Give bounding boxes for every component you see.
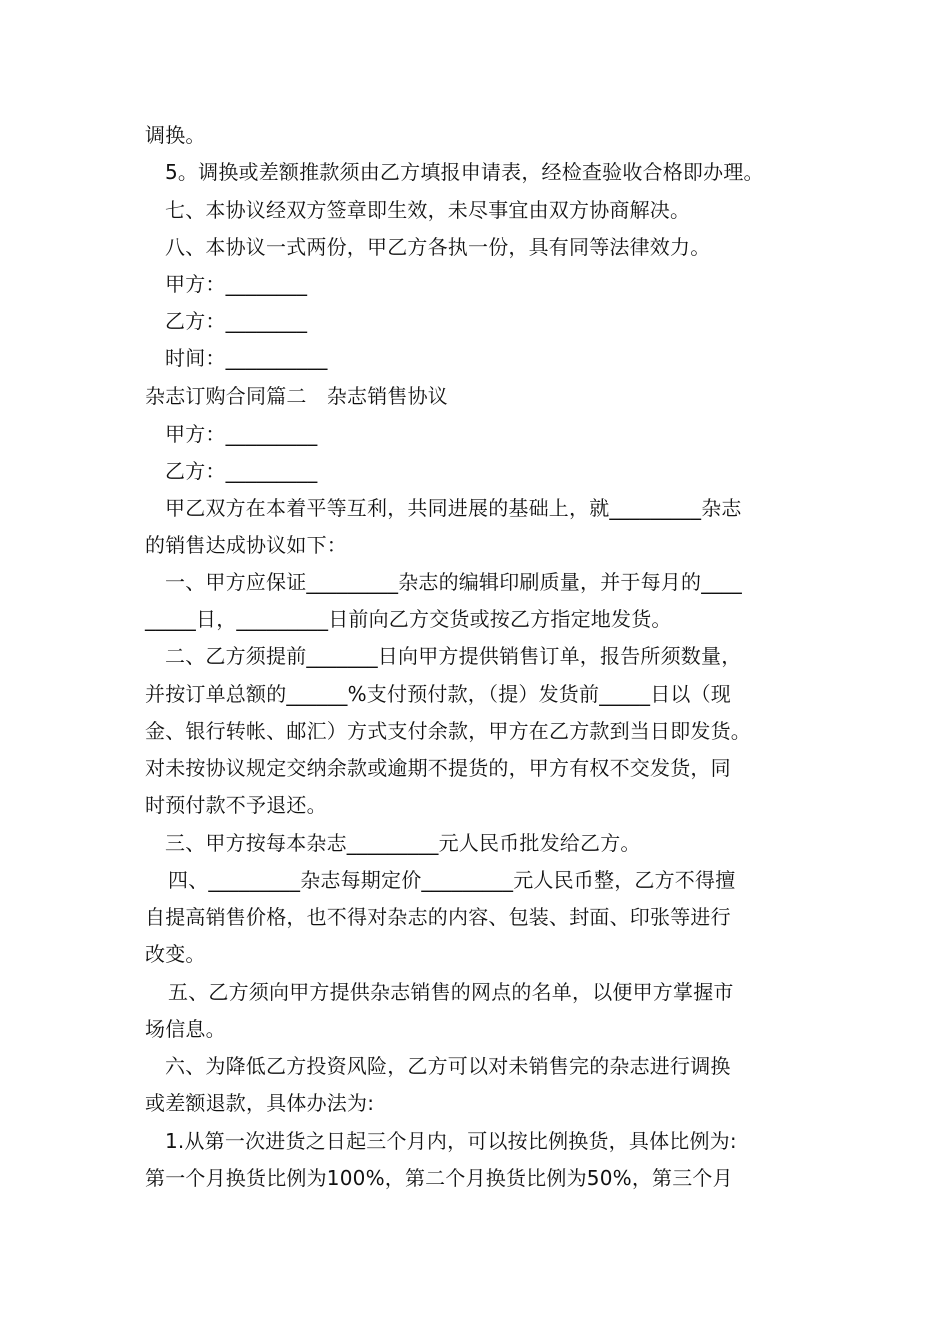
text-line: 二、乙方须提前_______日向甲方提供销售订单，报告所须数量， [165, 644, 742, 668]
signature-field-party-a: 甲方：________ [165, 272, 308, 296]
text-line: 或差额退款，具体办法为: [145, 1091, 375, 1115]
text-line: 场信息。 [145, 1017, 226, 1041]
text-line: 第一个月换货比例为100%，第二个月换货比例为50%，第三个月 [145, 1166, 733, 1190]
text-line: 四、_________杂志每期定价_________元人民币整，乙方不得擅 [168, 868, 736, 892]
text-line: _____日，_________日前向乙方交货或按乙方指定地发货。 [145, 607, 672, 631]
text-line: 六、为降低乙方投资风险，乙方可以对未销售完的杂志进行调换 [165, 1054, 731, 1078]
text-line: 并按订单总额的______%支付预付款，（提）发货前_____日以（现 [145, 682, 732, 706]
text-line: 调换。 [145, 123, 206, 147]
text-line: 一、甲方应保证_________杂志的编辑印刷质量，并于每月的____ [165, 570, 742, 594]
signature-field-party-b: 乙方：________ [165, 309, 308, 333]
text-line: 五、乙方须向甲方提供杂志销售的网点的名单，以便甲方掌握市 [168, 980, 734, 1004]
date-field: 时间：__________ [165, 346, 328, 370]
text-line: 七、本协议经双方签章即生效，未尽事宜由双方协商解决。 [165, 198, 691, 222]
party-b-field: 乙方：_________ [165, 459, 318, 483]
text-line: 改变。 [145, 942, 206, 966]
text-line: 甲乙双方在本着平等互利，共同进展的基础上，就_________杂志 [165, 496, 742, 520]
text-line: 时预付款不予退还。 [145, 793, 327, 817]
text-line: 八、本协议一式两份，甲乙方各执一份，具有同等法律效力。 [165, 235, 711, 259]
text-line: 5。调换或差额推款须由乙方填报申请表，经检查验收合格即办理。 [165, 160, 764, 184]
text-line: 1.从第一次进货之日起三个月内，可以按比例换货，具体比例为: [165, 1129, 737, 1153]
section-heading: 杂志订购合同篇二 杂志销售协议 [145, 384, 448, 408]
text-line: 三、甲方按每本杂志_________元人民币批发给乙方。 [165, 831, 641, 855]
text-line: 自提高销售价格，也不得对杂志的内容、包装、封面、印张等进行 [145, 905, 731, 929]
text-line: 对未按协议规定交纳余款或逾期不提货的，甲方有权不交发货，同 [145, 756, 731, 780]
party-a-field: 甲方：_________ [165, 422, 318, 446]
text-line: 的销售达成协议如下： [145, 533, 347, 557]
text-line: 金、银行转帐、邮汇）方式支付余款，甲方在乙方款到当日即发货。 [145, 719, 751, 743]
